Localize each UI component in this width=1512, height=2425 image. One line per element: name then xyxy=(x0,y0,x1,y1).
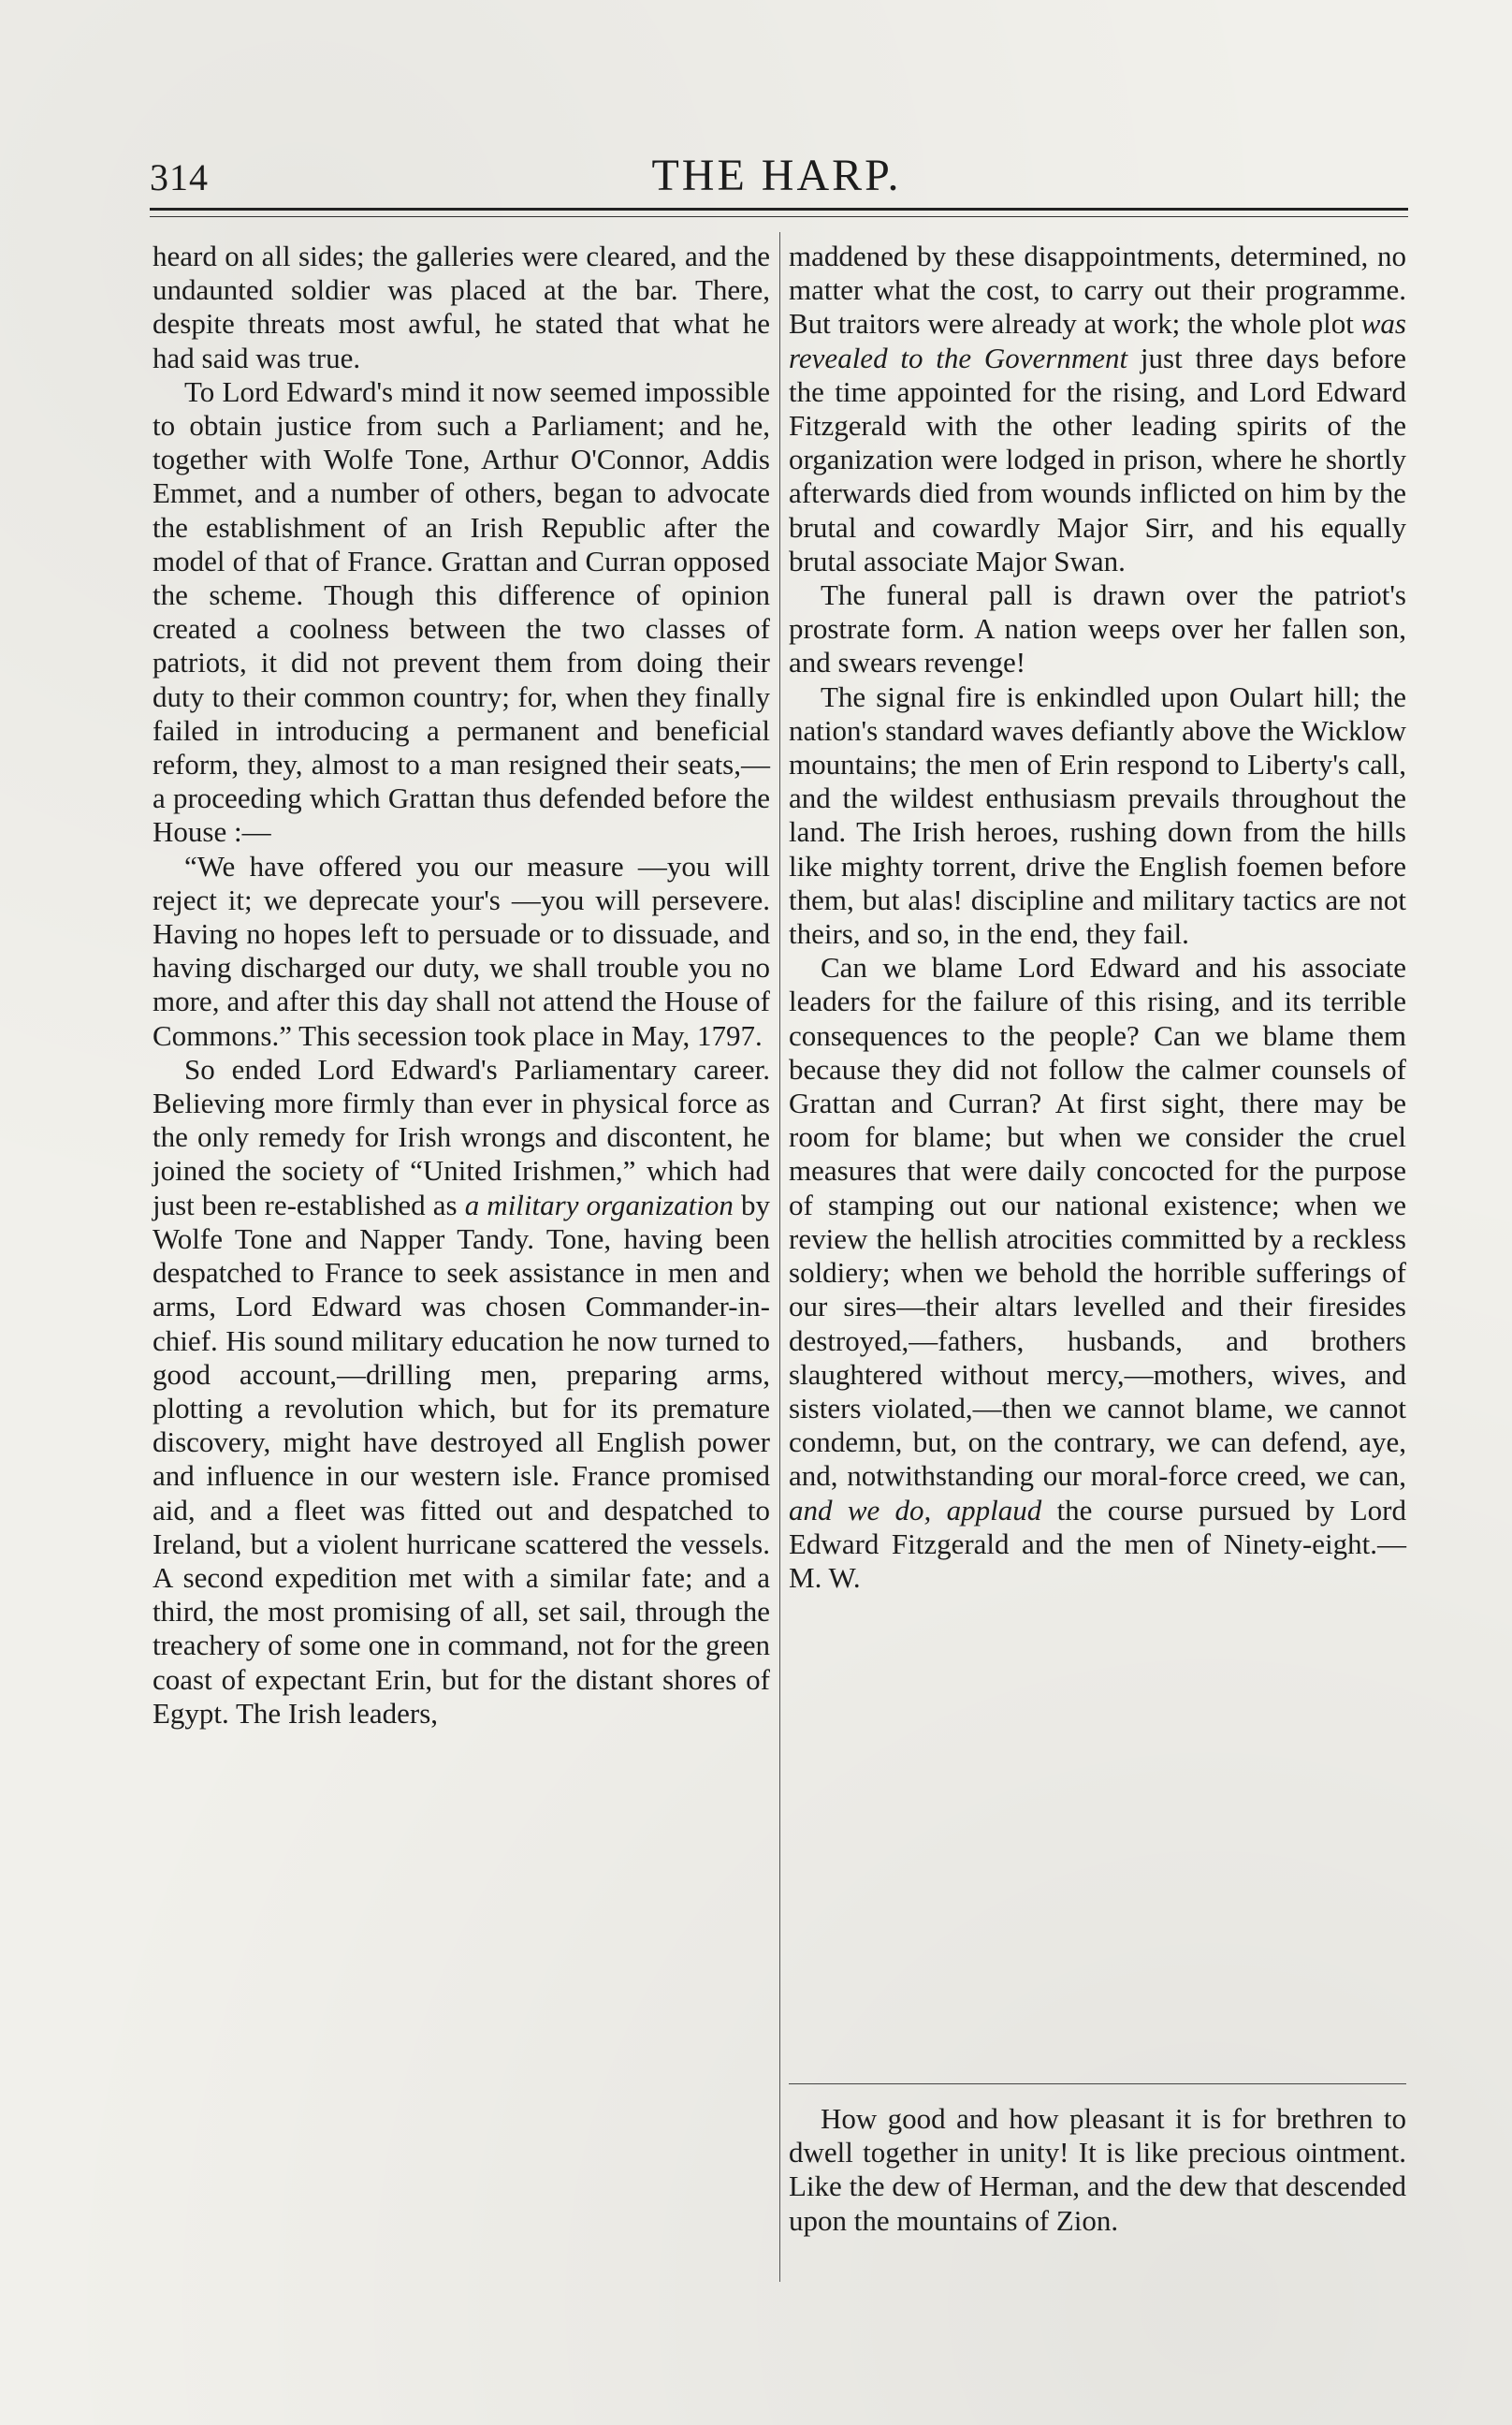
paragraph-text: So ended Lord Edward's Parliamentary career. Believing more firmly than ever in physical force as the only remedy for Irish wrongs and discontent, he joined the society of “United Irishmen,” which had just been re-established as xyxy=(153,1052,770,1221)
left-column xyxy=(153,240,770,1731)
quoted-paragraph: “We have offered you our measure —you will reject it; we deprecate your's —you will persevere. Having no hopes left to persuade or to dissuade, and having discharged our duty, we shall trouble you no more, and after this day shall not attend the House of Commons.” This secession took place in May, 1797. xyxy=(153,849,770,1052)
paragraph: The signal fire is enkindled upon Oulart hill; the nation's standard waves defiantly above the Wicklow mountains; the men of Erin respond to Liberty's call, and the wildest enthusiasm prevails throughout the land. The Irish heroes, rushing down from the hills like mighty torrent, drive the English foemen before them, but alas! discipline and military tactics are not theirs, and so, in the end, they fail. xyxy=(789,679,1406,951)
header-rule-thin xyxy=(150,216,1408,217)
note-paragraph: How good and how pleasant it is for brethren to dwell together in unity! It is like precious ointment. Like the dew of Herman, and the dew that descended upon the mountains of Zion. xyxy=(789,2102,1406,2237)
paragraph xyxy=(789,951,1406,1595)
paragraph xyxy=(789,240,1406,578)
paragraph-text: Can we blame Lord Edward and his associate leaders for the failure of this rising, and its terrible consequences to the people? Can we blame them because they did not follow the calmer counsels of Grattan and Curran? At first sight, there may be room for blame; but when we consider the cruel measures that were daily concocted for the purpose of stamping out our national existence; when we review the hellish atrocities committed by a reckless soldiery; when we behold the horrible sufferings of our sires—their altars levelled and their firesides destroyed,—fathers, husbands, and brothers slaughtered without mercy,—mothers, wives, and sisters violated,—then we cannot blame, we cannot condemn, but, on the contrary, we can defend, aye, and, notwithstanding our moral-force creed, we can, xyxy=(789,951,1406,1493)
paragraph: heard on all sides; the galleries were cleared, and the undaunted soldier was placed at the bar. There, despite threats most awful, he stated that what he had said was true. xyxy=(153,240,770,374)
running-title: THE HARP. xyxy=(651,151,902,200)
paragraph-text: just three days before the time appointed for the rising, and Lord Edward Fitzgerald with the other leading spirits of the organization were lodged in prison, where he shortly afterwards died from wounds inflicted on him by the brutal and cowardly Major Sirr, and his equally brutal associate Major Swan. xyxy=(789,341,1407,577)
right-column xyxy=(789,240,1406,1595)
paragraph: The funeral pall is drawn over the patriot's prostrate form. A nation weeps over her fallen son, and swears revenge! xyxy=(789,578,1406,679)
paragraph-text: maddened by these disappointments, determined, no matter what the cost, to carry out their programme. But traitors were already at work; the whole plot xyxy=(789,240,1406,341)
header-rule-thick xyxy=(150,208,1408,211)
paragraph xyxy=(153,1053,770,1731)
page-number: 314 xyxy=(150,156,209,198)
paragraph-text: by Wolfe Tone and Napper Tandy. Tone, having been despatched to France to seek assistance in men and arms, Lord Edward was chosen Commander-in-chief. His sound military education he now turned to good account,—drilling men, preparing arms, plotting a revolution which, but for its premature discovery, might have destroyed all English power and influence in our western isle. France promised aid, and a fleet was fitted out and despatched to Ireland, but a violent hurricane scattered the vessels. A second expedition met with a similar fate; and a third, the most promising of all, set sail, through the treachery of some one in command, not for the green coast of expectant Erin, but for the distant shores of Egypt. The Irish leaders, xyxy=(153,1188,770,1730)
italic-phrase: and we do, applaud xyxy=(789,1493,1042,1527)
note-separator-rule xyxy=(789,2083,1406,2084)
closing-note xyxy=(789,2102,1406,2238)
paragraph-text: the course pursued by Lord Edward Fitzgerald and the men of Ninety-eight.—M. W. xyxy=(789,1493,1406,1594)
page-header xyxy=(150,150,1403,206)
italic-phrase: a military organization xyxy=(464,1188,734,1221)
column-divider xyxy=(779,232,780,2282)
italic-phrase: was revealed to the Government xyxy=(789,307,1406,374)
paragraph: To Lord Edward's mind it now seemed impossible to obtain justice from such a Parliament; and he, together with Wolfe Tone, Arthur O'Connor, Addis Emmet, and a number of others, began to advocate the establishment of an Irish Republic after the model of that of France. Grattan and Curran opposed the scheme. Though this difference of opinion created a coolness between the two classes of patriots, it did not prevent them from doing their duty to their common country; for, when they finally failed in introducing a permanent and beneficial reform, they, almost to a man resigned their seats,—a proceeding which Grattan thus defended before the House :— xyxy=(153,374,770,849)
